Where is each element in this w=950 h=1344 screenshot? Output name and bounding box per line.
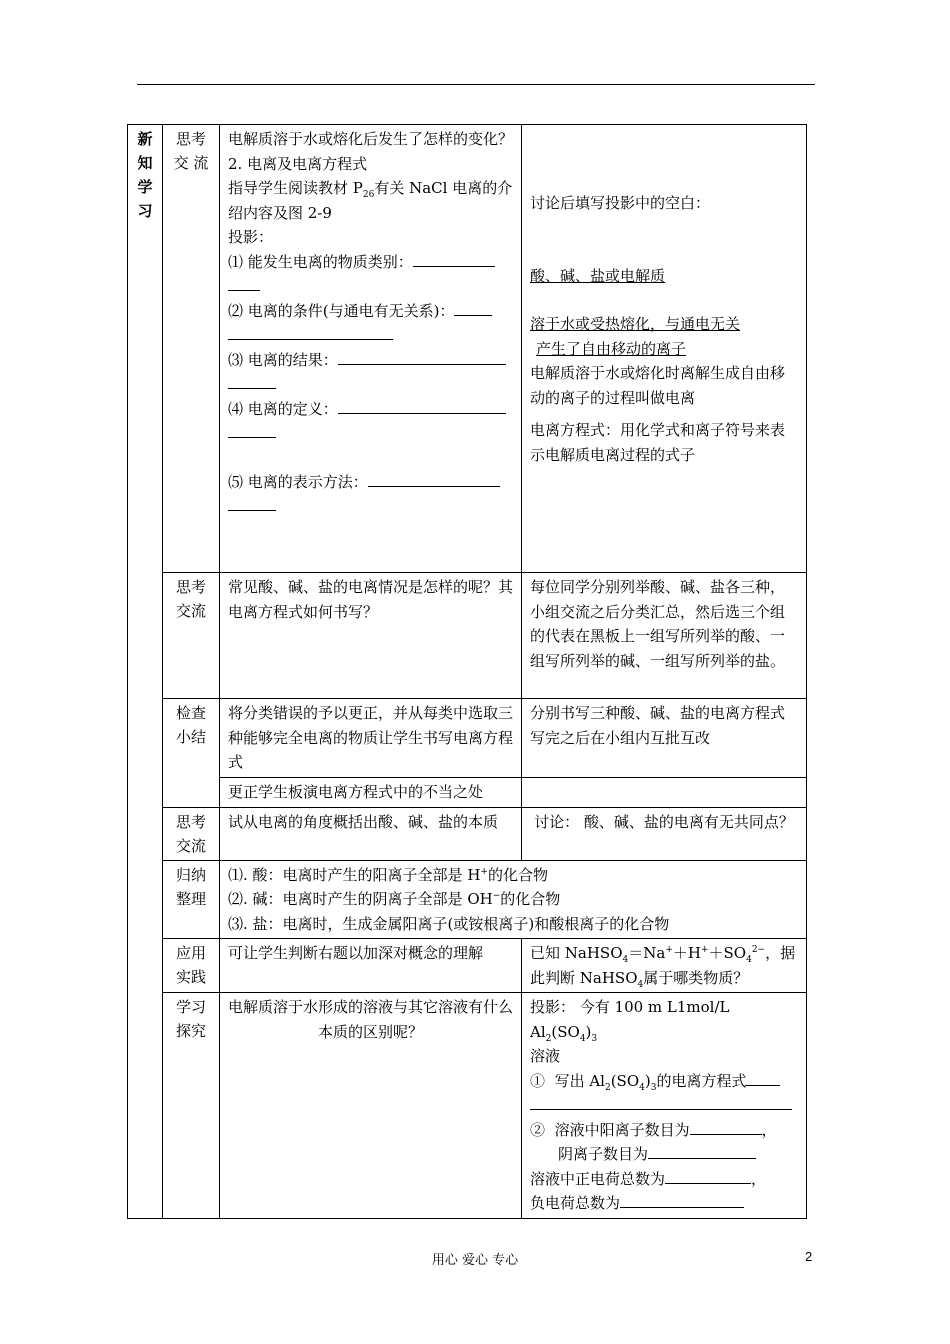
phase-label: 思考 交 流 bbox=[163, 125, 220, 573]
table-row bbox=[128, 993, 807, 1219]
student-activity: 讨论： 酸、碱、盐的电离有无共同点？ bbox=[522, 807, 807, 860]
phase-label: 归纳 整理 bbox=[163, 860, 220, 939]
teacher-activity: 更正学生板演电离方程式中的不当之处 bbox=[220, 777, 522, 807]
student-activity: 已知 $NaHSO_4=Na^++H^++SO_4^{2-}$，据此判断 NaHSO$_4$属于哪类物质？ bbox=[522, 939, 807, 993]
phase-label: 学习 探究 bbox=[163, 993, 220, 1219]
header-rule bbox=[137, 84, 815, 85]
section-label: 新 知 学 习 bbox=[128, 125, 163, 1219]
page-number: 2 bbox=[805, 1249, 813, 1264]
footer-motto: 用心 爱心 专心 bbox=[431, 1253, 519, 1268]
student-activity: 投影： 今有 100 m L1mol/L $Al_2(SO_4)_3$ 溶液 ① 写出 $Al_2(SO_4)_3$的电离方程式 ② 溶液中阳离子数目为 ， 阴离子数目为 溶液中正电荷总数为 ， 负电荷总数为 bbox=[522, 993, 807, 1219]
phase-label: 思考 交流 bbox=[163, 573, 220, 699]
summary-definitions: ⑴. 酸：电离时产生的阳离子全部是 H+的化合物 ⑵. 碱：电离时产生的阴离子全部是 OH−的化合物 ⑶. 盐：电离时，生成金属阳离子(或铵根离子)和酸根离子的化合物 bbox=[220, 860, 807, 939]
teacher-activity: 常见酸、碱、盐的电离情况是怎样的呢？其电离方程式如何书写？ bbox=[220, 573, 522, 699]
table-row bbox=[128, 860, 807, 939]
student-activity: 讨论后填写投影中的空白： 酸、碱、盐或电解质 溶于水或受热熔化，与通电无关 产生了自由移动的离子 电解质溶于水或熔化时离解生成自由移动的离子的过程叫做电离 电离方程式：用化学式和离子符号来表示电解质电离过程的式子 bbox=[522, 125, 807, 573]
table-row bbox=[128, 807, 807, 860]
teacher-activity: 将分类错误的予以更正，并从每类中选取三种能够完全电离的物质让学生书写电离方程式 bbox=[220, 699, 522, 778]
student-activity: 每位同学分别列举酸、碱、盐各三种，小组交流之后分类汇总，然后选三个组的代表在黑板上一组写所列举的酸、一组写所列举的碱、一组写所列举的盐。 bbox=[522, 573, 807, 699]
table-row bbox=[128, 573, 807, 699]
student-activity bbox=[522, 777, 807, 807]
phase-label: 应用 实践 bbox=[163, 939, 220, 993]
lesson-table bbox=[127, 124, 807, 1219]
teacher-activity: 可让学生判断右题以加深对概念的理解 bbox=[220, 939, 522, 993]
table-row bbox=[128, 125, 807, 573]
phase-label: 检查 小结 bbox=[163, 699, 220, 808]
table-row bbox=[128, 777, 807, 807]
teacher-activity: 电解质溶于水形成的溶液与其它溶液有什么本质的区别呢？ bbox=[220, 993, 522, 1219]
phase-label: 思考 交流 bbox=[163, 807, 220, 860]
teacher-activity: 电解质溶于水或熔化后发生了怎样的变化？ 2. 电离及电离方程式 指导学生阅读教材 $P_{26}$有关 NaCl 电离的介绍内容及图 2-9 投影： ⑴ 能发生电离的物质类别： ⑵ 电离的条件(与通电有无关系)： ⑶ 电离的结果： ⑷ 电离的定义： ⑸ 电离的表示方法： bbox=[220, 125, 522, 573]
student-activity: 分别书写三种酸、碱、盐的电离方程式 写完之后在小组内互批互改 bbox=[522, 699, 807, 778]
teacher-activity: 试从电离的角度概括出酸、碱、盐的本质 bbox=[220, 807, 522, 860]
table-row bbox=[128, 939, 807, 993]
table-row bbox=[128, 699, 807, 778]
